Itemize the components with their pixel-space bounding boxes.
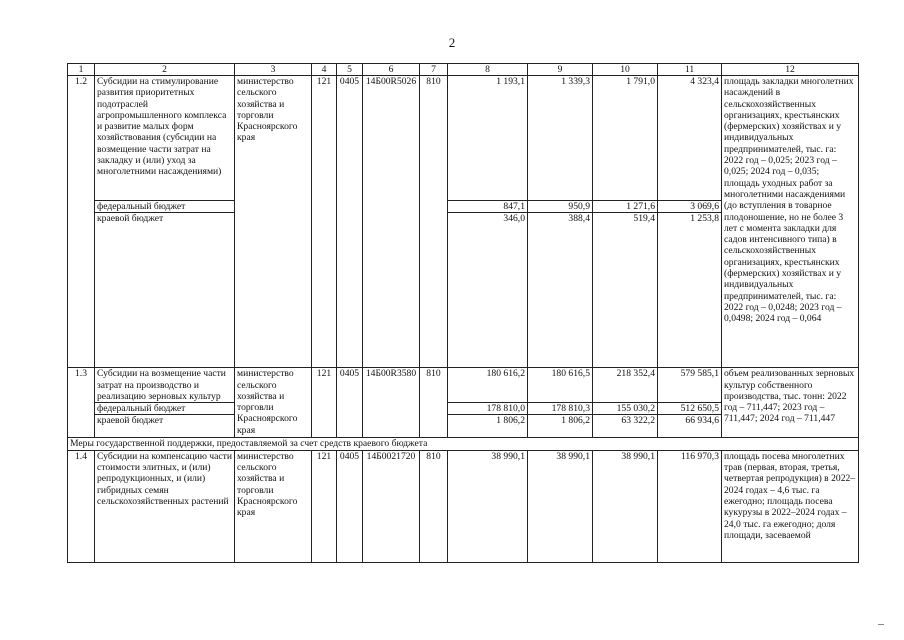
- grbs-code: 121: [312, 450, 337, 562]
- measure-name: Субсидии на возмещение части затрат на производство и реализацию зерновых культур: [95, 368, 235, 403]
- empty-cell: [420, 415, 448, 438]
- amount-2022: 178 810,0: [448, 403, 528, 415]
- header-cell: 3: [235, 64, 312, 76]
- amount-2022: 847,1: [448, 201, 528, 213]
- table-row: [68, 368, 859, 403]
- amount-2024: 1 271,6: [593, 201, 658, 213]
- row-number: 1.2: [68, 76, 95, 368]
- budget-label: краевой бюджет: [95, 415, 235, 438]
- agency: министерство сельского хозяйства и торговли Красноярского края: [235, 76, 312, 368]
- budget-label: федеральный бюджет: [95, 403, 235, 415]
- empty-cell: [312, 201, 337, 213]
- amount-2024: 38 990,1: [593, 450, 658, 562]
- amount-2024: 1 791,0: [593, 76, 658, 201]
- amount-2022: 38 990,1: [448, 450, 528, 562]
- page-mark: [878, 624, 884, 625]
- agency: министерство сельского хозяйства и торговли Красноярского края: [235, 450, 312, 562]
- amount-total: 3 069,6: [658, 201, 722, 213]
- header-cell: 4: [312, 64, 337, 76]
- amount-2023: 38 990,1: [528, 450, 593, 562]
- amount-2022: 180 616,2: [448, 368, 528, 403]
- amount-2024: 63 322,2: [593, 415, 658, 438]
- amount-2024: 218 352,4: [593, 368, 658, 403]
- section-row: [68, 438, 859, 450]
- header-cell: 10: [593, 64, 658, 76]
- page-number: 2: [448, 35, 456, 50]
- rzpr-code: 0405: [337, 368, 363, 403]
- amount-2022: 1 806,2: [448, 415, 528, 438]
- table-row: [68, 450, 859, 562]
- measure-name: Субсидии на стимулирование развития приоритетных подотраслей агропромышленного комплекса и развитие малых форм хозяйствования (субсидии на возмещение части затрат на закладку и (или) уход за многолетними насаждениями): [95, 76, 235, 201]
- amount-2024: 519,4: [593, 213, 658, 368]
- amount-total: 66 934,6: [658, 415, 722, 438]
- empty-cell: [337, 213, 363, 368]
- grbs-code: 121: [312, 368, 337, 403]
- amount-total: 1 253,8: [658, 213, 722, 368]
- amount-2022: 346,0: [448, 213, 528, 368]
- measure-name: Субсидии на компенсацию части стоимости элитных, и (или) репродукционных, и (или) гибридных семян сельскохозяйственных растений: [95, 450, 235, 562]
- empty-cell: [420, 403, 448, 415]
- empty-cell: [363, 403, 420, 415]
- empty-cell: [363, 213, 420, 368]
- header-cell: 8: [448, 64, 528, 76]
- table-row: [68, 76, 859, 201]
- vr-code: 810: [420, 450, 448, 562]
- empty-cell: [420, 201, 448, 213]
- expected-result: площадь закладки многолетних насаждений в сельскохозяйственных организациях, крестьянских (фермерских) хозяйствах и у индивидуальных предпринимателей, тыс. га: 2022 год – 0,025; 2023 год – 0,025; 2024 год – 0,035; площадь уходных работ за многолетними насаждениями (до вступления в товарное плодоношение, но не более 3 лет с момента закладки для садов интенсивного типа) в сельскохозяйственных организациях, крестьянских (фермерских) хозяйствах и у индивидуальных предпринимателей, тыс. га: 2022 год – 0,0248; 2023 год – 0,0498; 2024 год – 0,064: [722, 76, 859, 368]
- empty-cell: [363, 415, 420, 438]
- header-cell: 7: [420, 64, 448, 76]
- header-cell: 11: [658, 64, 722, 76]
- header-cell: 6: [363, 64, 420, 76]
- expected-result: объем реализованных зерновых культур собственного производства, тыс. тонн: 2022 год – 711,447; 2023 год – 711,447; 2024 год – 711,447: [722, 368, 859, 438]
- budget-table: [67, 63, 859, 563]
- amount-2022: 1 193,1: [448, 76, 528, 201]
- header-cell: 5: [337, 64, 363, 76]
- row-number: 1.3: [68, 368, 95, 438]
- amount-total: 4 323,4: [658, 76, 722, 201]
- header-cell: 9: [528, 64, 593, 76]
- empty-cell: [337, 403, 363, 415]
- empty-cell: [420, 213, 448, 368]
- header-cell: 12: [722, 64, 859, 76]
- amount-2024: 155 030,2: [593, 403, 658, 415]
- rzpr-code: 0405: [337, 76, 363, 201]
- vr-code: 810: [420, 76, 448, 201]
- amount-2023: 950,9: [528, 201, 593, 213]
- header-row: [68, 64, 859, 76]
- amount-total: 116 970,3: [658, 450, 722, 562]
- budget-label: федеральный бюджет: [95, 201, 235, 213]
- row-number: 1.4: [68, 450, 95, 562]
- empty-cell: [363, 201, 420, 213]
- csr-code: 14Б00R3580: [363, 368, 420, 403]
- amount-2023: 1 339,3: [528, 76, 593, 201]
- vr-code: 810: [420, 368, 448, 403]
- expected-result: площадь посева многолетних трав (первая, вторая, третья, четвертая репродукция) в 2022–2024 годах – 4,6 тыс. га ежегодно; площадь посева кукурузы в 2022–2024 годах – 24,0 тыс. га ежегодно; доля площади, засеваемой: [722, 450, 859, 562]
- grbs-code: 121: [312, 76, 337, 201]
- rzpr-code: 0405: [337, 450, 363, 562]
- amount-2023: 180 616,5: [528, 368, 593, 403]
- amount-2023: 178 810,3: [528, 403, 593, 415]
- empty-cell: [312, 213, 337, 368]
- empty-cell: [337, 415, 363, 438]
- empty-cell: [312, 403, 337, 415]
- empty-cell: [312, 415, 337, 438]
- header-cell: 1: [68, 64, 95, 76]
- agency: министерство сельского хозяйства и торговли Красноярского края: [235, 368, 312, 438]
- empty-cell: [337, 201, 363, 213]
- section-title: Меры государственной поддержки, предоставляемой за счет средств краевого бюджета: [68, 438, 859, 450]
- budget-label: краевой бюджет: [95, 213, 235, 368]
- amount-2023: 1 806,2: [528, 415, 593, 438]
- csr-code: 14Б00R5026: [363, 76, 420, 201]
- csr-code: 14Б0021720: [363, 450, 420, 562]
- amount-total: 579 585,1: [658, 368, 722, 403]
- amount-2023: 388,4: [528, 213, 593, 368]
- header-cell: 2: [95, 64, 235, 76]
- amount-total: 512 650,5: [658, 403, 722, 415]
